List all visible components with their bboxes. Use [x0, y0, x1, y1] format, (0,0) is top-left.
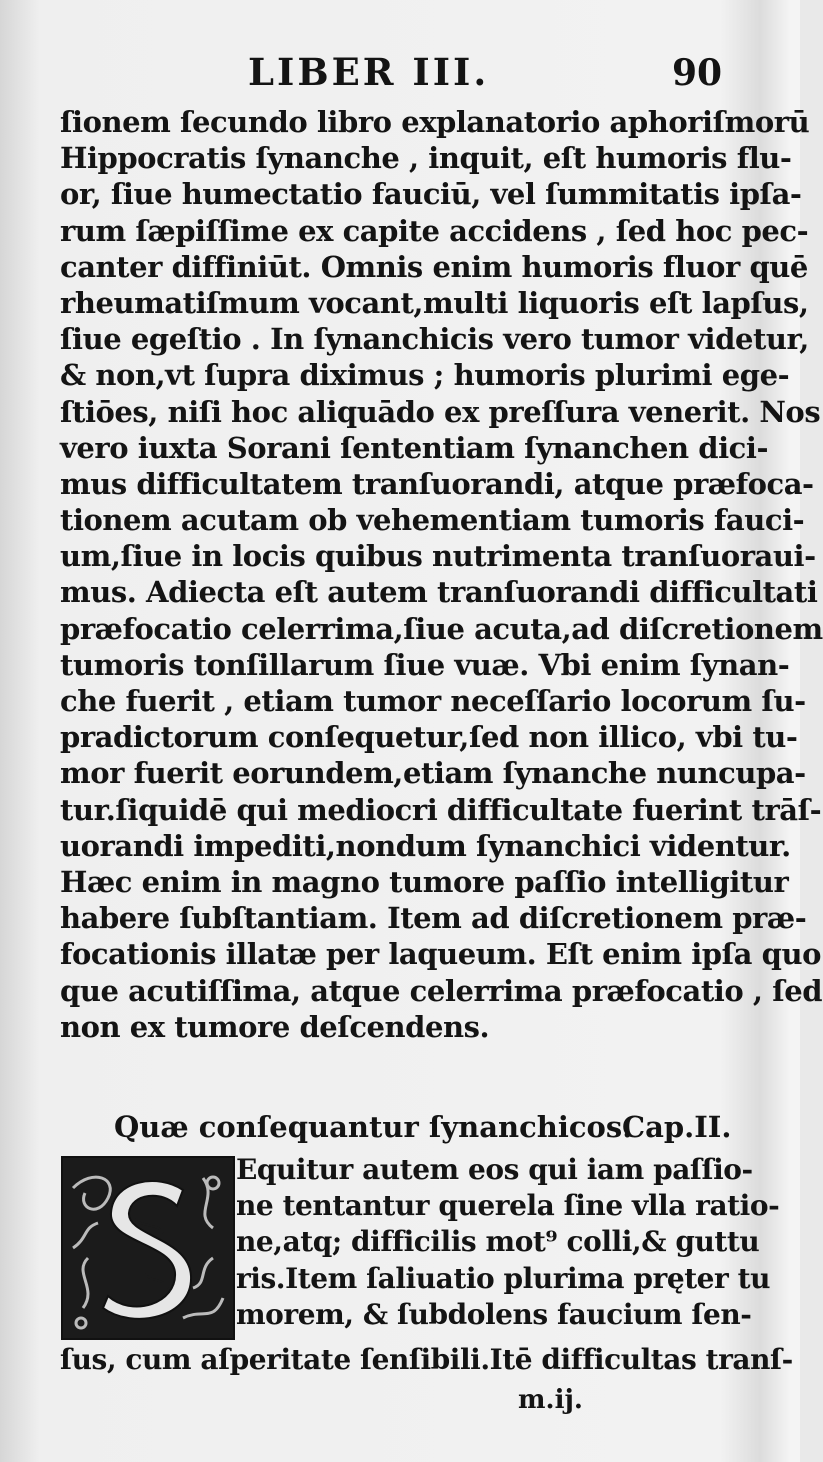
- text-line: focationis illatæ per laqueum. Eſt enim ipſa quo: [60, 937, 822, 972]
- text-line: Hæc enim in magno tumore paſſio intelligitur: [60, 864, 789, 899]
- initial-paragraph: [236, 1152, 780, 1333]
- page-number: 90: [672, 52, 723, 94]
- text-line: or, ſiue humectatio fauciū, vel ſummitatis ipſa-: [60, 177, 802, 212]
- text-line: non ex tumore deſcendens.: [60, 1009, 490, 1044]
- running-head-title: LIBER III.: [248, 50, 490, 94]
- text-line: canter diffiniūt. Omnis enim humoris fluor quē: [60, 249, 808, 284]
- text-line: Equitur autem eos qui iam paſſio-: [236, 1153, 753, 1186]
- text-line: tumoris tonſillarum ſiue vuæ. Vbi enim ſynan-: [60, 647, 790, 682]
- ornament-initial-icon: [63, 1158, 233, 1338]
- text-line: tionem acutam ob vehementiam tumoris fauci-: [60, 503, 805, 538]
- text-line: um,ſiue in locis quibus nutrimenta tranſuoraui-: [60, 539, 816, 574]
- text-line: tur.ſiquidē qui mediocri difficultate fuerint trāſ-: [60, 792, 822, 827]
- text-line: mus difficultatem tranſuorandi, atque præfoca-: [60, 466, 814, 501]
- text-line: habere ſubſtantiam. Item ad diſcretionem præ-: [60, 901, 807, 936]
- text-line-final: ſus, cum aſperitate ſenſibili.Itē difficultas tranſ-: [60, 1343, 793, 1376]
- text-line: ſtiōes, niſi hoc aliquādo ex preſſura venerit. Nos: [60, 394, 821, 429]
- text-line: che fuerit , etiam tumor neceſſario locorum ſu-: [60, 684, 806, 718]
- text-line: rum ſæpiſſime ex capite accidens , ſed hoc pec-: [60, 213, 809, 248]
- text-line: rheumatiſmum vocant,multi liquoris eſt lapſus,: [60, 285, 809, 320]
- text-line: uorandi impediti,nondum ſynanchici videntur.: [60, 828, 791, 863]
- text-line: Hippocratis ſynanche , inquit, eſt humoris flu-: [60, 141, 792, 176]
- text-line: mor fuerit eorundem,etiam ſynanche nuncupa-: [60, 756, 806, 791]
- decorated-initial-s: [61, 1156, 235, 1340]
- chapter-heading: [60, 1110, 750, 1150]
- text-line: & non,vt ſupra diximus ; humoris plurimi ege-: [60, 358, 790, 393]
- text-line: que acutiſſima, atque celerrima præfocatio , ſed: [60, 973, 823, 1008]
- text-line: ne,atq; difficilis mot⁹ colli,& guttu: [236, 1225, 760, 1259]
- text-line: ris.Item ſaliuatio plurima pręter tu: [236, 1261, 771, 1295]
- text-line: mus. Adiecta eſt autem tranſuorandi difficultati: [60, 575, 818, 610]
- chapter-number: Cap.II.: [622, 1110, 732, 1144]
- text-line: præfocatio celerrima,ſiue acuta,ad diſcretionem: [60, 611, 823, 646]
- text-line: ſiue egeſtio . In ſynanchicis vero tumor videtur,: [60, 322, 809, 357]
- text-line: morem, & ſubdolens faucium ſen-: [236, 1297, 752, 1331]
- text-line: ſionem ſecundo libro explanatorio aphoriſmorū: [60, 105, 810, 139]
- signature-mark: m.ij.: [518, 1385, 583, 1415]
- chapter-title: Quæ conſequantur ſynanchicos.: [114, 1110, 633, 1144]
- text-line: ne tentantur querela ſine vlla ratio-: [236, 1189, 780, 1223]
- running-head: [60, 50, 750, 100]
- body-text: [60, 104, 823, 1045]
- text-line: vero iuxta Sorani ſententiam ſynanchen dici-: [60, 430, 769, 465]
- text-line: pradictorum conſequetur,ſed non illico, vbi tu-: [60, 720, 798, 755]
